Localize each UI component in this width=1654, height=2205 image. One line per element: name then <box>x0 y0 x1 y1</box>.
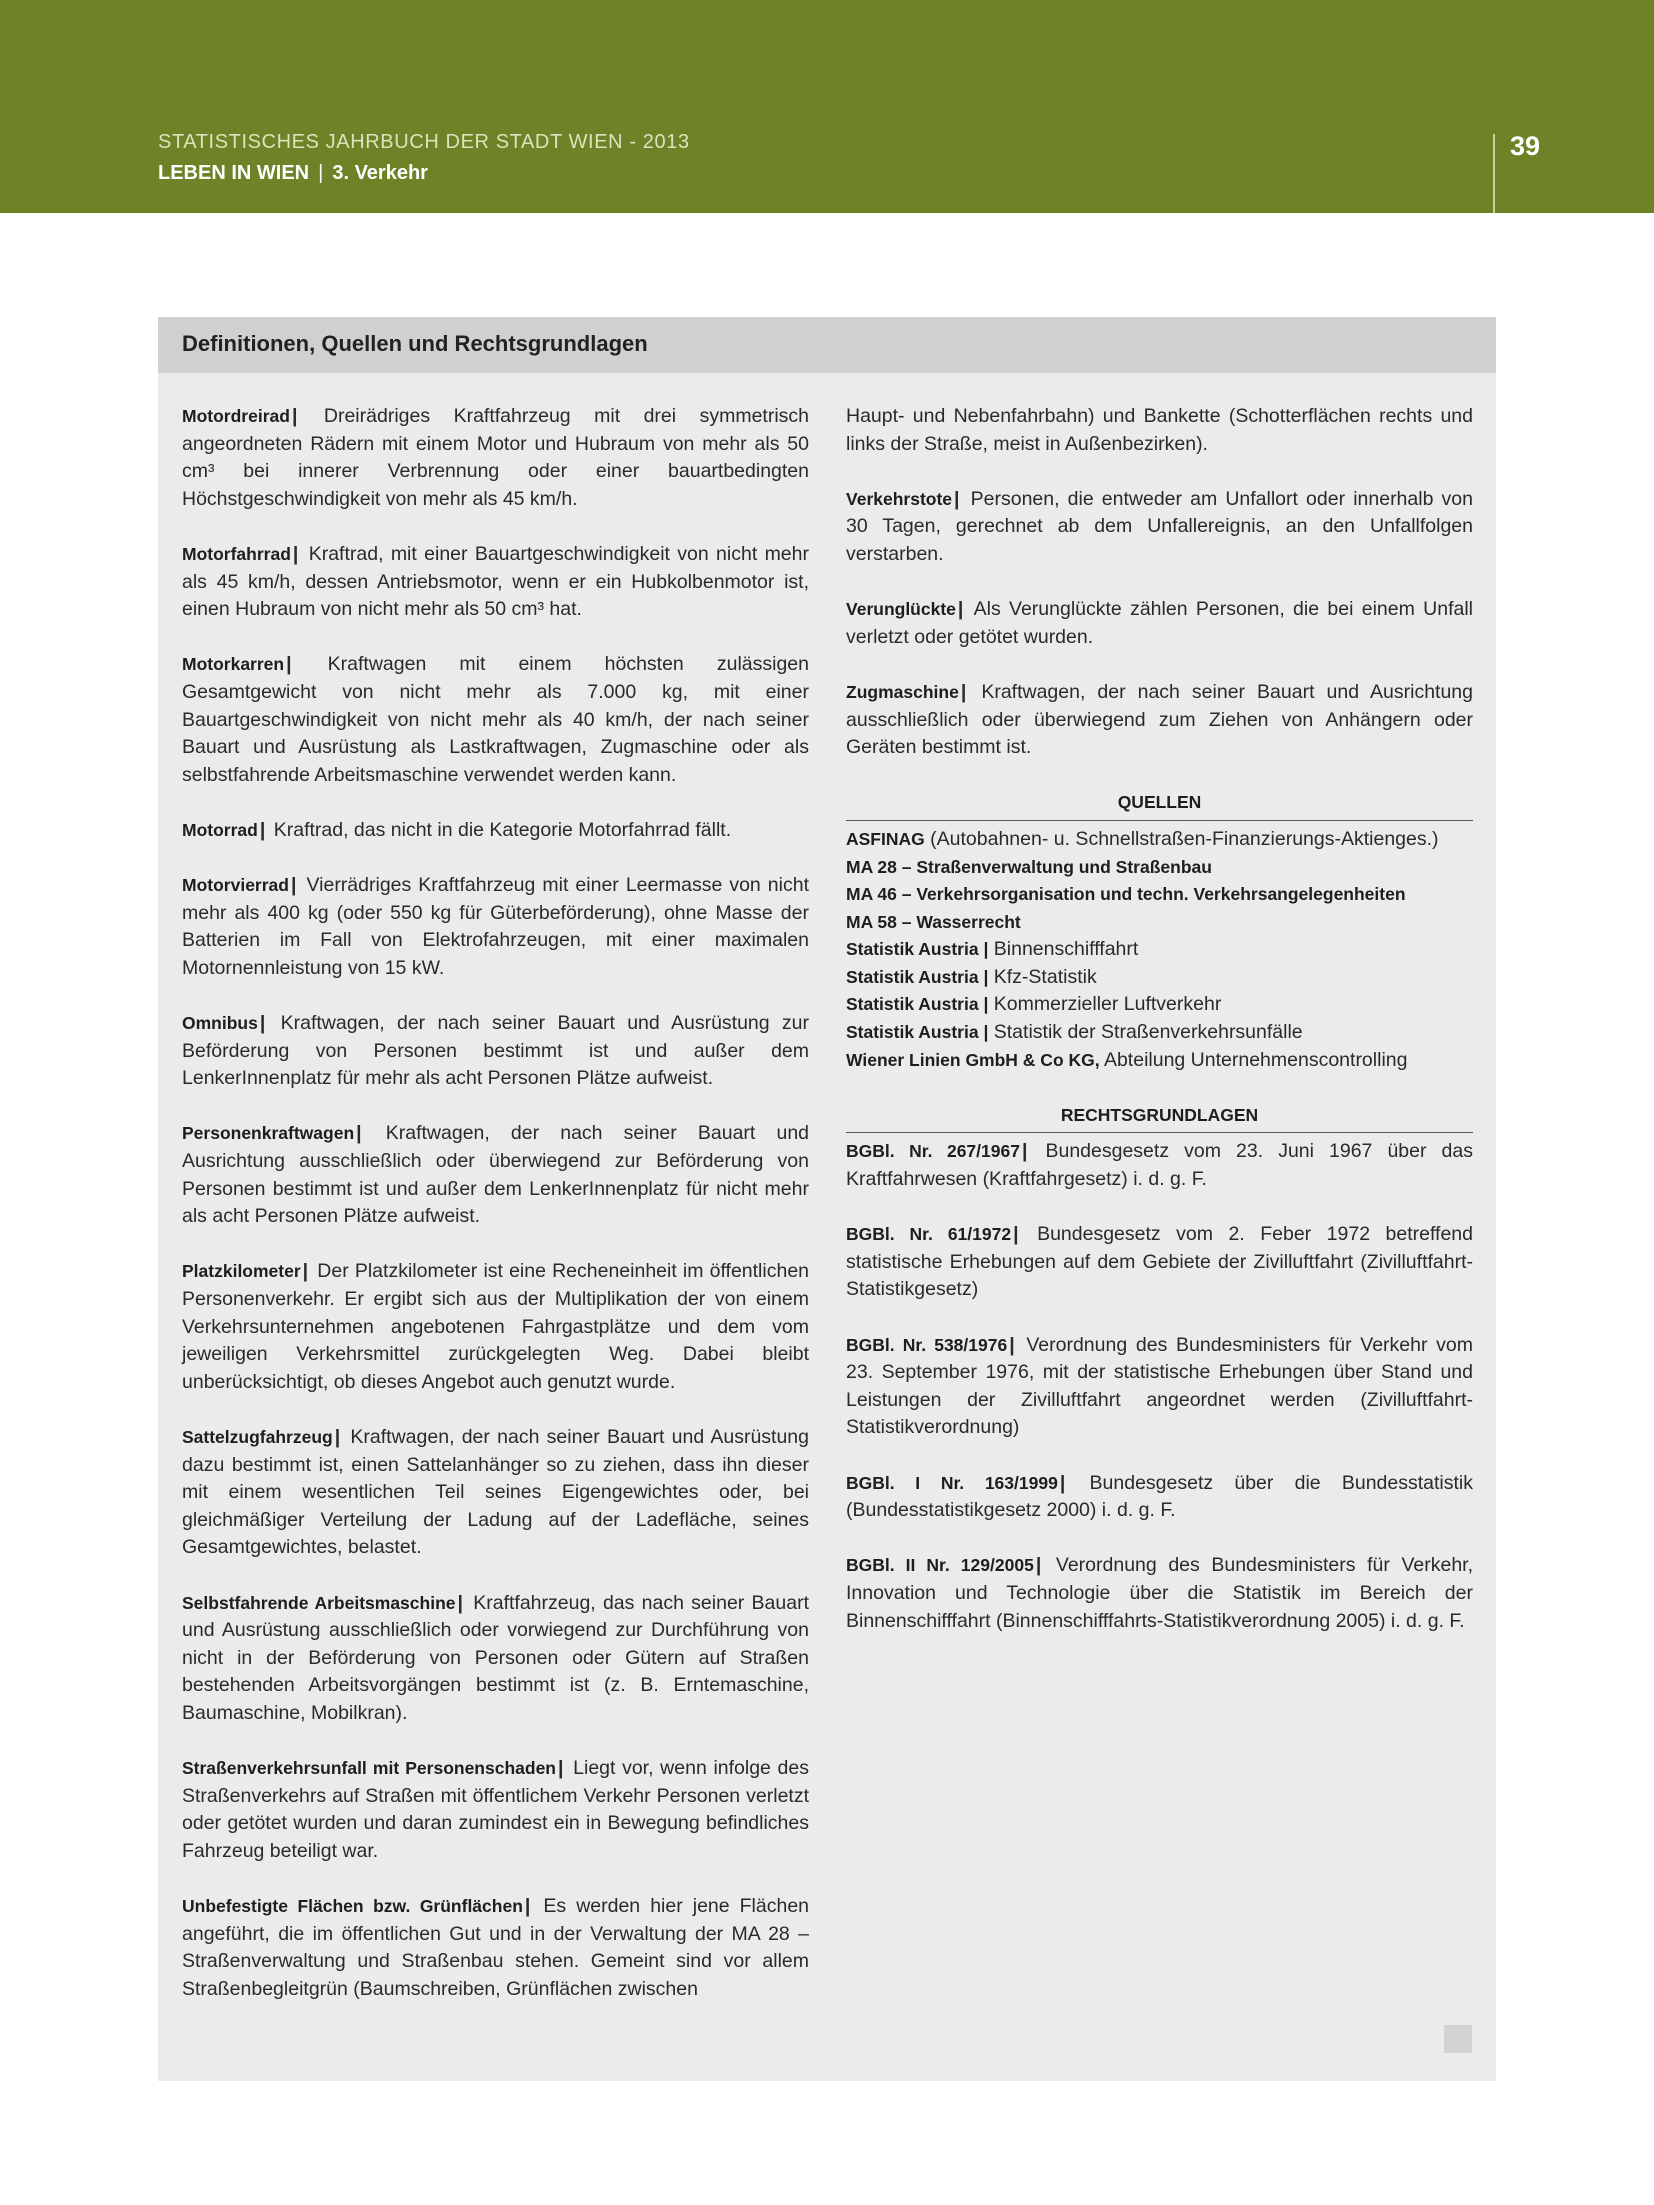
definition-text: Kraftrad, das nicht in die Kategorie Motorfahrrad fällt. <box>273 818 732 841</box>
definition-term: Platzkilometer <box>182 1261 301 1282</box>
legal-reference: BGBl. Nr. 538/1976 <box>846 1334 1008 1355</box>
source-detail: Abteilung Unternehmenscontrolling <box>1099 1048 1408 1071</box>
legal-text: Bundesgesetz vom 2. Feber 1972 betreffend statistische Erhebungen auf dem Gebiete der Zivilluftfahrt (Zivilluftfahrt-Statistikgesetz) <box>846 1223 1473 1301</box>
legal-reference: BGBl. II Nr. 129/2005 <box>846 1555 1034 1576</box>
definition-entry: Motordreirad | Dreirädriges Kraftfahrzeug mit drei symmetrisch angeordneten Rädern mit einem Motor und Hubraum von mehr als 50 cm³ bei innerer Verbrennung oder einer bauartbedingten Höchstgeschwindigkeit von mehr als 45 km/h. <box>182 405 809 510</box>
definition-term: Unbefestigte Flächen bzw. Grünflächen <box>182 1896 523 1917</box>
definition-entry: Verkehrstote | Personen, die entweder am Unfallort oder innerhalb von 30 Tagen, gerechnet ab dem Unfallereignis, an den Unfallfolgen verstarben. <box>846 487 1473 565</box>
chapter-name: 3. Verkehr <box>332 162 428 184</box>
definition-term: Sattelzugfahrzeug <box>182 1426 333 1447</box>
legal-entry: BGBl. I Nr. 163/1999 | Bundesgesetz über die Bundesstatistik (Bundesstatistikgesetz 2000) i. d. g. F. <box>846 1471 1473 1522</box>
definition-term: Motordreirad <box>182 406 290 426</box>
source-item <box>846 936 1473 964</box>
definition-entry: Selbstfahrende Arbeitsmaschine | Kraftfahrzeug, das nach seiner Bauart und Ausrüstung ausschließlich oder vorwiegend zur Durchführung von nicht in der Beförderung von Personen oder Gütern auf Straßen bestehenden Arbeitsvorgängen bestimmt ist (z. B. Erntemaschine, Baumaschine, Mobilkran). <box>182 1591 809 1724</box>
definition-entry: Zugmaschine | Kraftwagen, der nach seiner Bauart und Ausrichtung ausschließlich oder überwiegend zum Ziehen von Anhängern oder Geräten bestimmt ist. <box>846 680 1473 759</box>
legal-entry: BGBl. Nr. 267/1967 | Bundesgesetz vom 23. Juni 1967 über das Kraftfahrwesen (Kraftfahrgesetz) i. d. g. F. <box>846 1140 1473 1191</box>
definition-entry: Straßenverkehrsunfall mit Personenschaden | Liegt vor, wenn infolge des Straßenverkehrs auf Straßen mit öffentlichem Verkehr Personen verletzt oder getötet wurden und daran zumindest ein in Bewegung befindliches Fahrzeug beteiligt war. <box>182 1757 810 1862</box>
section-breadcrumb <box>158 162 428 185</box>
panel-header <box>158 317 1496 373</box>
definition-entry: Personenkraftwagen | Kraftwagen, der nach seiner Bauart und Ausrichtung ausschließlich oder überwiegend zur Beförderung von Personen bestimmt ist und außer dem LenkerInnenplatz für nicht mehr als acht Personen Plätze aufweist. <box>182 1122 810 1228</box>
legal-reference: BGBl. I Nr. 163/1999 <box>846 1472 1058 1493</box>
source-name: MA 28 – Straßenverwaltung und Straßenbau <box>846 856 1212 877</box>
source-detail: (Autobahnen- u. Schnellstraßen-Finanzierungs-Aktienges.) <box>924 827 1439 850</box>
left-column <box>182 403 809 2031</box>
legal-text: Verordnung des Bundesministers für Verkehr, Innovation und Technologie über die Statistik im Bereich der Binnenschifffahrt (Binnenschifffahrts-Statistikverordnung 2005) i. d. g. F. <box>846 1554 1474 1632</box>
legal-text: Verordnung des Bundesministers für Verkehr vom 23. September 1976, mit der statistische Erhebungen über Stand und Leistungen der Zivilluftfahrt angeordnet werden (Zivilluftfahrt-Statistikverordnung) <box>846 1333 1473 1439</box>
definition-term: Omnibus <box>182 1013 258 1034</box>
source-name: Statistik Austria | <box>846 966 989 987</box>
source-item <box>846 881 1473 909</box>
definition-term: Selbstfahrende Arbeitsmaschine <box>182 1592 456 1613</box>
definition-text: Personen, die entweder am Unfallort oder innerhalb von 30 Tagen, gerechnet ab dem Unfallereignis, an den Unfallfolgen verstarben. <box>846 487 1473 565</box>
definition-text: Kraftwagen mit einem höchsten zulässigen Gesamtgewicht von nicht mehr als 7.000 kg, mit einer Bauartgeschwindigkeit von nicht mehr als 40 km/h, der nach seiner Bauart und Ausrüstung als Lastkraftwagen, Zugmaschine oder als selbstfahrende Arbeitsmaschine verwendet werden kann. <box>182 653 809 786</box>
definition-text: Dreirädriges Kraftfahrzeug mit drei symmetrisch angeordneten Rädern mit einem Motor und Hubraum von mehr als 50 cm³ bei innerer Verbrennung oder einer bauartbedingten Höchstgeschwindigkeit von mehr als 45 km/h. <box>182 405 809 510</box>
definition-text: Kraftwagen, der nach seiner Bauart und Ausrichtung ausschließlich oder überwiegend zum Ziehen von Anhängern oder Geräten bestimmt ist. <box>846 680 1473 759</box>
source-item <box>846 826 1473 854</box>
right-column <box>846 403 1473 1663</box>
definition-term: Motorfahrrad <box>182 543 291 564</box>
definition-term: Verkehrstote <box>846 488 953 509</box>
definition-entry: Motorkarren | Kraftwagen mit einem höchsten zulässigen Gesamtgewicht von nicht mehr als 7.000 kg, mit einer Bauartgeschwindigkeit von nicht mehr als 40 km/h, der nach seiner Bauart und Ausrüstung als Lastkraftwagen, Zugmaschine oder als selbstfahrende Arbeitsmaschine verwendet werden kann. <box>182 653 809 786</box>
definition-entry: Motorfahrrad | Kraftrad, mit einer Bauartgeschwindigkeit von nicht mehr als 45 km/h, dessen Antriebsmotor, wenn er ein Hubkolbenmotor ist, einen Hubraum von nicht mehr als 50 cm³ hat. <box>182 542 809 621</box>
definition-term: Motorkarren <box>182 654 285 675</box>
definition-entry: Platzkilometer | Der Platzkilometer ist eine Recheneinheit im öffentlichen Personenverkehr. Er ergibt sich aus der Multiplikation der von einem Verkehrsunternehmen angebotenen Fahrgastplätze und dem vom jeweiligen Verkehrsmittel zurückgelegten Weg. Dabei bleibt unberücksichtigt, ob dieses Angebot auch genutzt wurde. <box>182 1260 810 1393</box>
source-name: Statistik Austria | <box>846 994 989 1015</box>
source-detail: Kfz-Statistik <box>988 965 1097 988</box>
source-detail: Binnenschifffahrt <box>988 938 1139 961</box>
legal-entry: BGBl. Nr. 538/1976 | Verordnung des Bundesministers für Verkehr vom 23. September 1976, mit der statistische Erhebungen über Stand und Leistungen der Zivilluftfahrt angeordnet werden (Zivilluftfahrt-Statistikverordnung) <box>846 1333 1473 1439</box>
definition-text: Vierrädriges Kraftfahrzeug mit einer Leermasse von nicht mehr als 400 kg (oder 550 kg für Güterbeförderung), ohne Masse der Batterien im Fall von Elektrofahrzeugen, mit einer maximalen Motornennleistung von 15 kW. <box>182 874 810 979</box>
legal-text: Bundesgesetz über die Bundesstatistik (Bundesstatistikgesetz 2000) i. d. g. F. <box>846 1471 1473 1522</box>
definition-text: Kraftwagen, der nach seiner Bauart und Ausrichtung ausschließlich oder überwiegend zur Beförderung von Personen bestimmt ist und außer dem LenkerInnenplatz für nicht mehr als acht Personen Plätze aufweist. <box>182 1122 810 1228</box>
legal-entry: BGBl. Nr. 61/1972 | Bundesgesetz vom 2. Feber 1972 betreffend statistische Erhebungen auf dem Gebiete der Zivilluftfahrt (Zivilluftfahrt-Statistikgesetz) <box>846 1223 1473 1301</box>
source-detail: Statistik der Straßenverkehrsunfälle <box>988 1021 1303 1044</box>
definition-text: Der Platzkilometer ist eine Recheneinheit im öffentlichen Personenverkehr. Er ergibt sich aus der Multiplikation der von einem Verkehrsunternehmen angebotenen Fahrgastplätze und dem vom jeweiligen Verkehrsmittel zurückgelegten Weg. Dabei bleibt unberücksichtigt, ob dieses Angebot auch genutzt wurde. <box>182 1260 810 1393</box>
sources-heading: QUELLEN <box>846 789 1473 821</box>
definition-text: Es werden hier jene Flächen angeführt, die im öffentlichen Gut und in der Verwaltung der MA 28 – Straßenverwaltung und Straßenbau stehen. Gemeint sind vor allem Straßenbegleitgrün (Baumschreiben, Grünflächen zwischen <box>182 1895 810 2000</box>
definition-text: Kraftwagen, der nach seiner Bauart und Ausrüstung zur Beförderung von Personen bestimmt ist und außer dem LenkerInnenplatz für mehr als acht Personen Plätze aufweist. <box>182 1012 809 1090</box>
definition-term: Motorvierrad <box>182 875 289 896</box>
definition-text: Kraftrad, mit einer Bauartgeschwindigkeit von nicht mehr als 45 km/h, dessen Antriebsmotor, wenn er ein Hubkolbenmotor ist, einen Hubraum von nicht mehr als 50 cm³ hat. <box>182 542 809 621</box>
source-name: Statistik Austria | <box>846 939 989 960</box>
definition-entry: Sattelzugfahrzeug | Kraftwagen, der nach seiner Bauart und Ausrüstung dazu bestimmt ist, einen Sattelanhänger so zu ziehen, dass ihn dieser mit einem wesentlichen Teil seines Eigengewichtes oder, bei gleichmäßiger Verteilung der Ladung auf der Ladefläche, seines Gesamtgewichtes, belastet. <box>182 1425 809 1559</box>
legal-heading: RECHTSGRUNDLAGEN <box>846 1102 1473 1134</box>
source-name: MA 58 – Wasserrecht <box>846 911 1021 932</box>
definition-text: Liegt vor, wenn infolge des Straßenverkehrs auf Straßen mit öffentlichem Verkehr Personen verletzt oder getötet wurden und daran zumindest ein in Bewegung befindliches Fahrzeug beteiligt war. <box>182 1757 810 1862</box>
definitions-panel <box>158 317 1496 2081</box>
definition-term: Straßenverkehrsunfall mit Personenschaden <box>182 1758 556 1779</box>
definition-entry: Motorvierrad | Vierrädriges Kraftfahrzeug mit einer Leermasse von nicht mehr als 400 kg (oder 550 kg für Güterbeförderung), ohne Masse der Batterien im Fall von Elektrofahrzeugen, mit einer maximalen Motornennleistung von 15 kW. <box>182 874 810 979</box>
source-detail: Kommerzieller Luftverkehr <box>988 993 1222 1016</box>
definition-term: Personenkraftwagen <box>182 1123 355 1144</box>
definition-text: Kraftwagen, der nach seiner Bauart und Ausrüstung dazu bestimmt ist, einen Sattelanhänger so zu ziehen, dass ihn dieser mit einem wesentlichen Teil seines Eigengewichtes oder, bei gleichmäßiger Verteilung der Ladung auf der Ladefläche, seines Gesamtgewichtes, belastet. <box>182 1425 809 1559</box>
panel-title: Definitionen, Quellen und Rechtsgrundlagen <box>182 331 648 356</box>
legal-entry: BGBl. II Nr. 129/2005 | Verordnung des Bundesministers für Verkehr, Innovation und Technologie über die Statistik im Bereich der Binnenschifffahrt (Binnenschifffahrts-Statistikverordnung 2005) i. d. g. F. <box>846 1554 1474 1632</box>
source-name: ASFINAG <box>846 828 925 849</box>
definition-term: Verunglückte <box>846 599 956 620</box>
publication-title: STATISTISCHES JAHRBUCH DER STADT WIEN - 2013 <box>158 131 690 153</box>
source-name: Wiener Linien GmbH & Co KG, <box>846 1049 1100 1070</box>
source-item <box>846 991 1473 1019</box>
definition-term: Motorrad <box>182 819 258 840</box>
source-name: MA 46 – Verkehrsorganisation und techn. Verkehrsangelegenheiten <box>846 884 1406 905</box>
legal-text: Bundesgesetz vom 23. Juni 1967 über das Kraftfahrwesen (Kraftfahrgesetz) i. d. g. F. <box>846 1140 1473 1191</box>
page-header <box>0 0 1654 213</box>
page-number: 39 <box>1510 131 1541 161</box>
definition-entry: Motorrad | Kraftrad, das nicht in die Kategorie Motorfahrrad fällt. <box>182 818 732 841</box>
definition-text: Kraftfahrzeug, das nach seiner Bauart und Ausrüstung ausschließlich oder vorwiegend zur Durchführung von nicht in der Beförderung von Personen oder Gütern auf Straßen bestehenden Arbeitsvorgängen bestimmt ist (z. B. Erntemaschine, Baumaschine, Mobilkran). <box>182 1591 809 1724</box>
definition-text: Als Verunglückte zählen Personen, die bei einem Unfall verletzt oder getötet wurden. <box>846 598 1474 648</box>
section-name: LEBEN IN WIEN <box>158 162 310 184</box>
legal-reference: BGBl. Nr. 61/1972 <box>846 1224 1012 1245</box>
definition-continuation: Haupt- und Nebenfahrbahn) und Bankette (Schotterflächen rechts und links der Straße, meist in Außenbezirken). <box>846 405 1473 455</box>
definition-entry: Omnibus | Kraftwagen, der nach seiner Bauart und Ausrüstung zur Beförderung von Personen bestimmt ist und außer dem LenkerInnenplatz für mehr als acht Personen Plätze aufweist. <box>182 1012 809 1090</box>
breadcrumb-separator: | <box>318 162 324 184</box>
definition-entry: Unbefestigte Flächen bzw. Grünflächen | Es werden hier jene Flächen angeführt, die im öffentlichen Gut und in der Verwaltung der MA 28 – Straßenverwaltung und Straßenbau stehen. Gemeint sind vor allem Straßenbegleitgrün (Baumschreiben, Grünflächen zwischen <box>182 1895 810 2000</box>
source-item <box>846 909 1473 937</box>
definition-entry: Verunglückte | Als Verunglückte zählen Personen, die bei einem Unfall verletzt oder getötet wurden. <box>846 598 1474 648</box>
source-name: Statistik Austria | <box>846 1022 989 1043</box>
definition-term: Zugmaschine <box>846 681 959 702</box>
source-item <box>846 1047 1473 1075</box>
header-divider <box>1493 134 1495 213</box>
corner-marker <box>1444 2025 1472 2053</box>
source-item <box>846 964 1473 992</box>
source-item <box>846 1019 1473 1047</box>
source-item <box>846 854 1473 882</box>
legal-reference: BGBl. Nr. 267/1967 <box>846 1141 1020 1162</box>
